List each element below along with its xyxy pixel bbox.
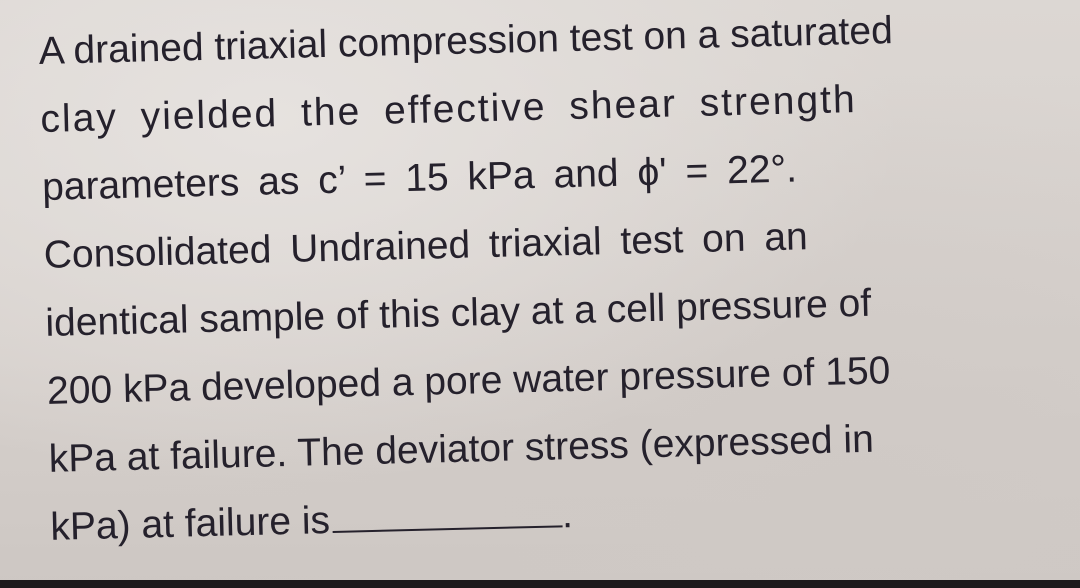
question-line-7: kPa at failure. The deviator stress (expressed in bbox=[48, 417, 875, 481]
question-text bbox=[38, 0, 1080, 562]
question-line-3: parameters as c’ = 15 kPa and ϕ' = 22°. bbox=[41, 147, 798, 209]
question-line-6: 200 kPa developed a pore water pressure of 150 bbox=[46, 349, 891, 413]
question-line-4: Consolidated Undrained triaxial test on an bbox=[43, 215, 809, 277]
question-line-8-text: kPa) at failure is bbox=[49, 499, 331, 549]
question-line-5: identical sample of this clay at a cell pressure of bbox=[44, 281, 872, 345]
bottom-edge-bar bbox=[0, 580, 1080, 588]
blank-terminator: . bbox=[561, 493, 574, 537]
question-line-1: A drained triaxial compression test on a saturated bbox=[38, 9, 894, 73]
question-line-2: clay yielded the effective shear strength bbox=[39, 78, 858, 141]
answer-blank bbox=[331, 495, 562, 533]
